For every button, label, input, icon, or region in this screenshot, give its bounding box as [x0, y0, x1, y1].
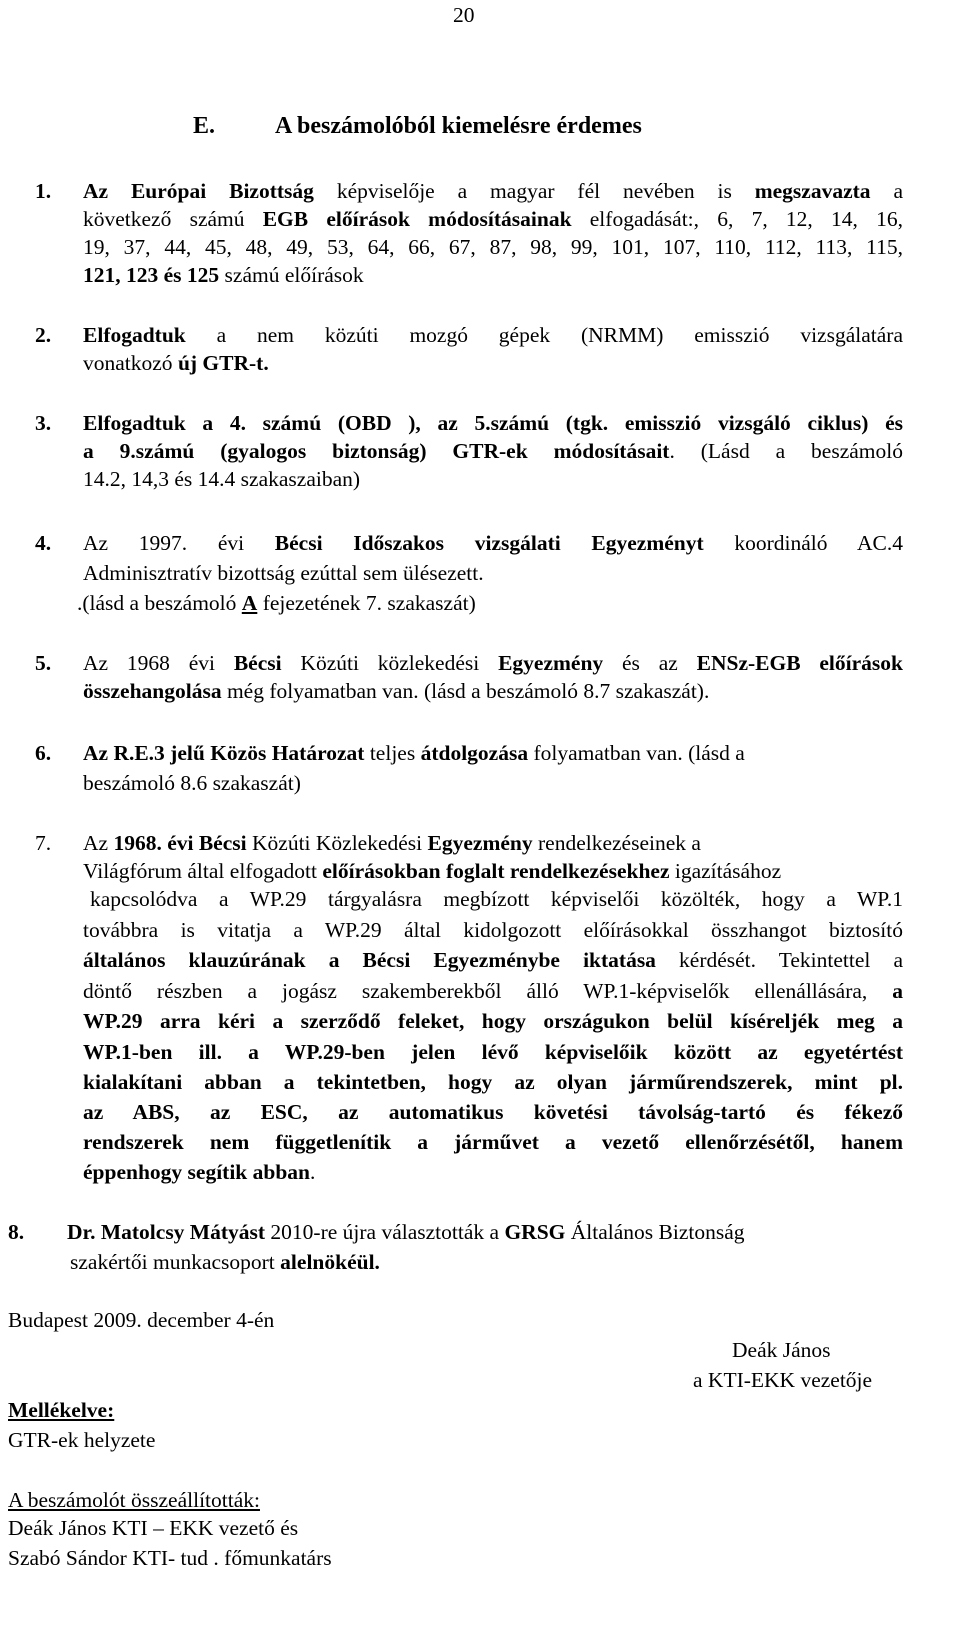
item-line: 19, 37, 44, 45, 48, 49, 53, 64, 66, 67, 87, 98, 99, 101, 107, 110, 112, 113, 115, [83, 235, 903, 259]
item-line: a 9.számú (gyalogos biztonság) GTR-ek módosításait. (Lásd a beszámoló [83, 439, 904, 463]
item-line: az ABS, az ESC, az automatikus követési távolság-tartó és fékező [83, 1100, 903, 1124]
item-line: összehangolása még folyamatban van. (lásd a beszámoló 8.7 szakaszát). [83, 679, 710, 703]
section-title: A beszámolóból kiemelésre érdemes [275, 113, 642, 139]
item-line: szakértői munkacsoport alelnökéül. [70, 1250, 380, 1274]
page-number: 20 [453, 3, 475, 27]
item-line: beszámoló 8.6 szakaszát) [83, 771, 301, 795]
item-line: 14.2, 14,3 és 14.4 szakaszaiban) [83, 467, 361, 491]
item-line: 121, 123 és 125 számú előírások [83, 263, 364, 287]
item-line: döntő részben a jogász szakemberekből álló WP.1-képviselők ellenállására, a [83, 979, 903, 1003]
item-number: 8. [8, 1220, 25, 1244]
item-line: WP.29 arra kéri a szerződő feleket, hogy országukon belül kíséreljék meg a [83, 1009, 903, 1033]
item-number: 1. [35, 179, 52, 203]
attachments-label: Mellékelve: [8, 1398, 115, 1422]
item-line: Adminisztratív bizottság ezúttal sem ülésezett. [83, 561, 484, 585]
item-line: általános klauzúrának a Bécsi Egyezménybe iktatása kérdését. Tekintettel a [83, 948, 903, 972]
item-line: rendszerek nem függetlenítik a járművet a vezető ellenőrzésétől, hanem [83, 1130, 903, 1154]
item-line: kialakítani abban a tekintetben, hogy az olyan járműrendszerek, mint pl. [83, 1070, 903, 1094]
compiled-author-1: Deák János KTI – EKK vezető és [8, 1516, 299, 1540]
place-date: Budapest 2009. december 4-én [8, 1308, 275, 1332]
item-line: WP.1-ben ill. a WP.29-ben jelen lévő képviselőik között az egyetértést [83, 1040, 903, 1064]
attachments-item: GTR-ek helyzete [8, 1428, 156, 1452]
item-line: Az 1968 évi Bécsi Közúti közlekedési Egyezmény és az ENSz-EGB előírások [83, 651, 903, 675]
item-line: továbbra is vitatja a WP.29 által kidolgozott előírásokkal összhangot biztosító [83, 918, 903, 942]
item-line: Az Európai Bizottság képviselője a magyar fél nevében is megszavazta a [83, 179, 903, 203]
item-line: következő számú EGB előírások módosításainak elfogadását:, 6, 7, 12, 14, 16, [83, 207, 903, 231]
signer-title: a KTI-EKK vezetője [693, 1368, 873, 1392]
compiled-author-2: Szabó Sándor KTI- tud . főmunkatárs [8, 1546, 332, 1570]
item-line: Az 1997. évi Bécsi Időszakos vizsgálati Egyezményt koordináló AC.4 [83, 531, 903, 555]
item-line: Az 1968. évi Bécsi Közúti Közlekedési Egyezmény rendelkezéseinek a [83, 831, 701, 855]
section-letter: E. [193, 113, 216, 139]
item-number: 4. [35, 531, 52, 555]
item-line: Világfórum által elfogadott előírásokban foglalt rendelkezésekhez igazításához [83, 859, 782, 883]
compiled-label: A beszámolót összeállították: [8, 1488, 260, 1512]
item-line: Elfogadtuk a 4. számú (OBD ), az 5.számú (tgk. emisszió vizsgáló ciklus) és [83, 411, 903, 435]
item-number: 2. [35, 323, 52, 347]
item-number: 5. [35, 651, 52, 675]
item-number: 3. [35, 411, 52, 435]
item-line: .(lásd a beszámoló A fejezetének 7. szakaszát) [77, 591, 476, 615]
item-number: 6. [35, 741, 52, 765]
item-line: kapcsolódva a WP.29 tárgyalásra megbízott képviselői közölték, hogy a WP.1 [90, 887, 903, 911]
signer-name: Deák János [732, 1338, 831, 1362]
item-line: éppenhogy segítik abban. [83, 1160, 316, 1184]
item-line: vonatkozó új GTR-t. [83, 351, 269, 375]
item-number: 7. [35, 831, 52, 855]
item-line: Az R.E.3 jelű Közös Határozat teljes átdolgozása folyamatban van. (lásd a [83, 741, 745, 765]
item-line: Elfogadtuk a nem közúti mozgó gépek (NRMM) emisszió vizsgálatára [83, 323, 903, 347]
item-line: Dr. Matolcsy Mátyást 2010-re újra választották a GRSG Általános Biztonság [67, 1220, 745, 1244]
